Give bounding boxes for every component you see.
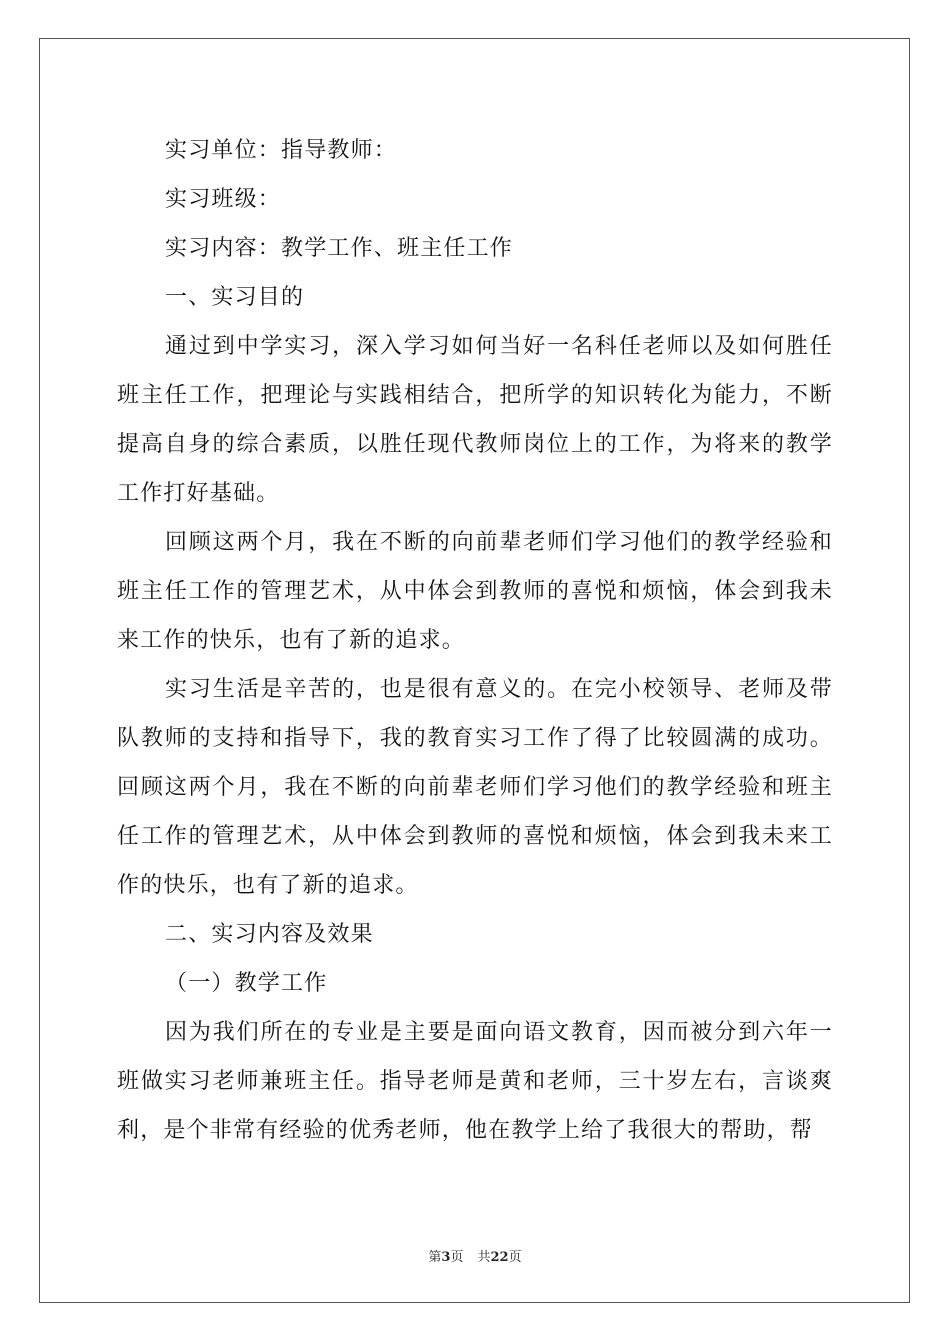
paragraph-life: 实习生活是辛苦的，也是很有意义的。在完小校领导、老师及带队教师的支持和指导下，我的教育实习工作了得了比较圆满的成功。回顾这两个月，我在不断的向前辈老师们学习他们的教学经验和班主任工作的管理艺术，从中体会到教师的喜悦和烦恼，体会到我未来工作的快乐，也有了新的追求。	[117, 677, 833, 898]
paragraph-review: 回顾这两个月，我在不断的向前辈老师们学习他们的教学经验和班主任工作的管理艺术，从中体会到教师的喜悦和烦恼，体会到我未来工作的快乐，也有了新的追求。	[117, 530, 833, 653]
page-current: 3	[441, 1250, 451, 1265]
section-heading-purpose: 一、实习目的	[165, 285, 305, 310]
total-suffix: 页	[508, 1250, 522, 1265]
field-content: 实习内容：教学工作、班主任工作	[165, 236, 514, 261]
field-unit-advisor: 实习单位：指导教师：	[165, 138, 398, 163]
page-footer	[0, 1246, 950, 1265]
page-suffix: 页	[450, 1250, 464, 1265]
section-heading-content: 二、实习内容及效果	[165, 922, 374, 947]
document-body	[117, 126, 833, 1155]
page-total: 22	[490, 1250, 509, 1265]
total-prefix: 共	[477, 1250, 491, 1265]
page-prefix: 第	[428, 1250, 442, 1265]
paragraph-teaching: 因为我们所在的专业是主要是面向语文教育，因而被分到六年一班做实习老师兼班主任。指导老师是黄和老师，三十岁左右，言谈爽利，是个非常有经验的优秀老师，他在教学上给了我很大的帮助，帮	[117, 1020, 833, 1143]
subsection-heading-teaching: （一）教学工作	[165, 971, 328, 996]
paragraph-purpose: 通过到中学实习，深入学习如何当好一名科任老师以及如何胜任班主任工作，把理论与实践相结合，把所学的知识转化为能力，不断提高自身的综合素质，以胜任现代教师岗位上的工作，为将来的教学工作打好基础。	[117, 334, 833, 506]
field-class: 实习班级：	[165, 187, 282, 212]
